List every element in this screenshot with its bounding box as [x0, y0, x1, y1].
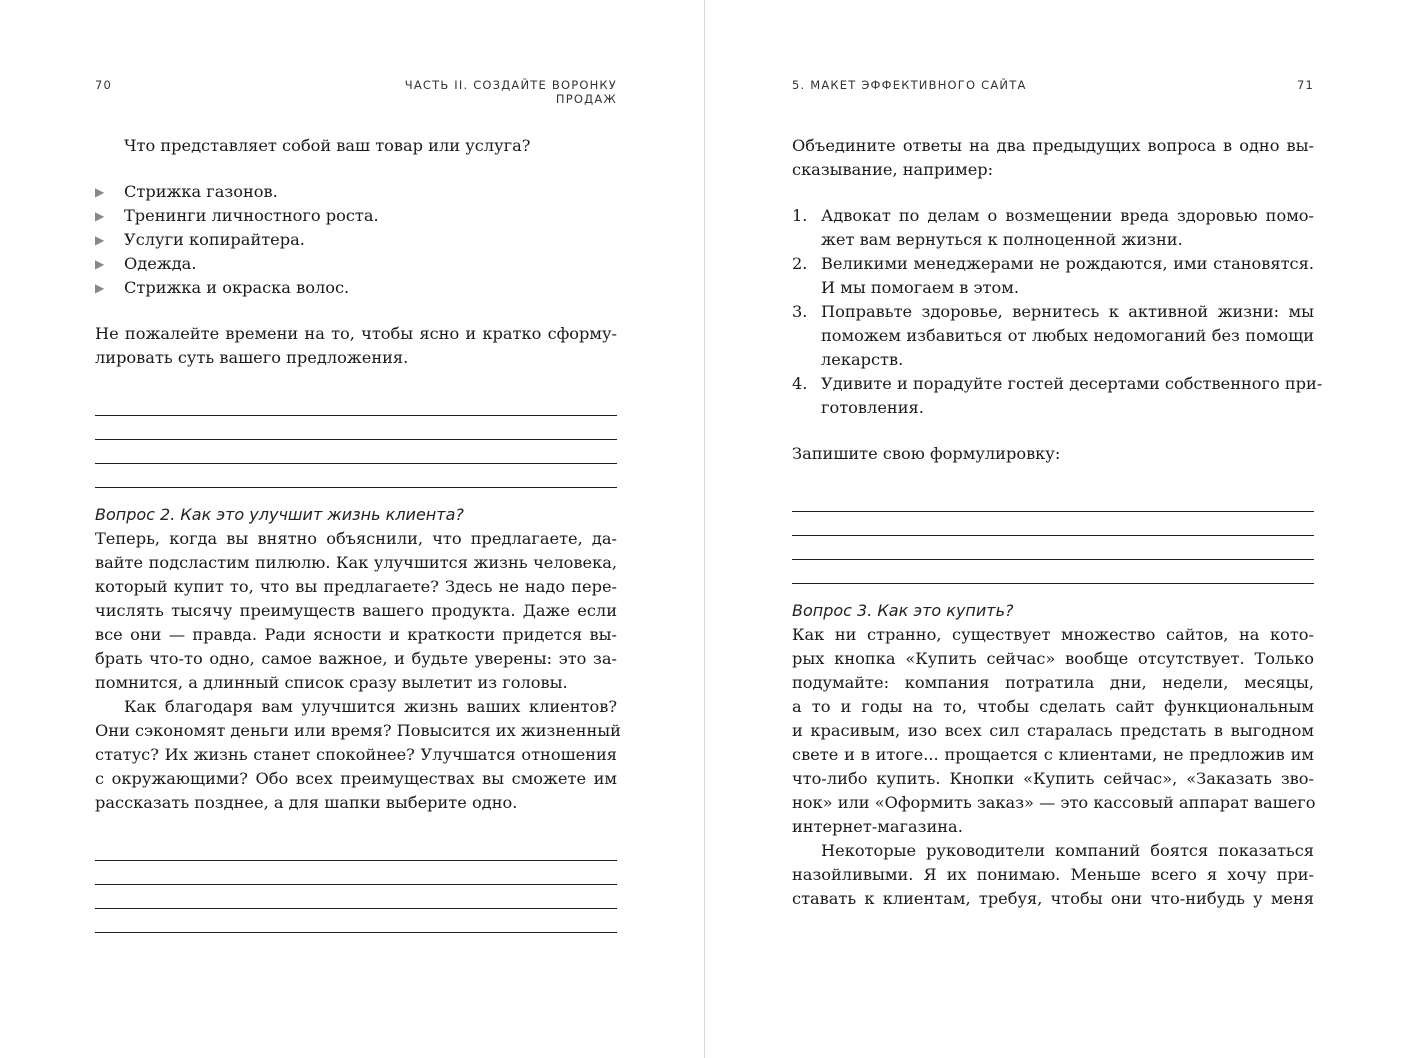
list-item: 3. Поправьте здоровье, вернитесь к активной жизни: мы поможем избавиться от любых недомоганий без помощи лекарств. [792, 302, 1314, 369]
paragraph-line: Объедините ответы на два предыдущих вопроса в одно вы- [792, 136, 1314, 155]
paragraph-line: назойливыми. Я их понимаю. Меньше всего я хочу при- [792, 865, 1314, 884]
paragraph-line: подумайте: компания потратила дни, недели, месяцы, [792, 673, 1314, 692]
list-item: ▶ Стрижка газонов. [95, 180, 617, 204]
paragraph-line: Не пожалейте времени на то, чтобы ясно и кратко сформу- [95, 324, 617, 343]
paragraph-line: брать что-то одно, самое важное, и будьте уверены: это за- [95, 649, 617, 668]
paragraph-line: нок» или «Оформить заказ» — это кассовый аппарат вашего [792, 793, 1316, 812]
paragraph-line: и красивым, изо всех сил старалась предстать в выгодном [792, 721, 1314, 740]
bullet-arrow-icon: ▶ [95, 257, 105, 271]
paragraph-line: Некоторые руководители компаний боятся показаться [821, 841, 1314, 860]
page-number-left: 70 [95, 78, 113, 92]
paragraph-line: который купит то, что вы предлагаете? Здесь не надо пере- [95, 577, 617, 596]
paragraph-line: с окружающими? Обо всех преимуществах вы сможете им [95, 769, 617, 788]
paragraph-line: статус? Их жизнь станет спокойнее? Улучшатся отношения [95, 745, 617, 764]
paragraph-line: свете и в итоге... прощается с клиентами, не предложив им [792, 745, 1314, 764]
list-item: 4. Удивите и порадуйте гостей десертами собственного при- готовления. [792, 374, 1323, 417]
paragraph-line: рых кнопка «Купить сейчас» вообще отсутствует. Только [792, 649, 1314, 668]
section-heading: Вопрос 2. Как это улучшит жизнь клиента? [95, 505, 464, 524]
section-heading: Вопрос 3. Как это купить? [792, 601, 1014, 620]
paragraph-line: сказывание, например: [792, 160, 994, 179]
paragraph-line: ставать к клиентам, требуя, чтобы они что-нибудь у меня [792, 889, 1314, 908]
book-gutter [704, 0, 705, 1058]
paragraph-line: рассказать позднее, а для шапки выберите одно. [95, 793, 518, 812]
list-item: ▶ Тренинги личностного роста. [95, 204, 617, 228]
paragraph-line: помнится, а длинный список сразу вылетит из головы. [95, 673, 568, 692]
running-head-left: ЧАСТЬ II. СОЗДАЙТЕ ВОРОНКУ ПРОДАЖ [404, 78, 617, 106]
paragraph-line: числять тысячу преимуществ вашего продукта. Даже если [95, 601, 617, 620]
paragraph-line: а то и годы на то, чтобы сделать сайт функциональным [792, 697, 1314, 716]
list-item: ▶ Стрижка и окраска волос. [95, 276, 617, 300]
paragraph-line: Они сэкономят деньги или время? Повысится их жизненный [95, 721, 621, 740]
bullet-arrow-icon: ▶ [95, 281, 105, 295]
left-page [95, 134, 621, 933]
list-item: ▶ Услуги копирайтера. [95, 228, 617, 252]
running-head-right: 5. МАКЕТ ЭФФЕКТИВНОГО САЙТА [792, 78, 1027, 92]
right-page [792, 134, 1323, 911]
bullet-arrow-icon: ▶ [95, 209, 105, 223]
list-item: 1. Адвокат по делам о возмещении вреда здоровью помо- жет вам вернуться к полноценной жизни. [792, 206, 1314, 249]
bullet-arrow-icon: ▶ [95, 185, 105, 199]
paragraph-line: Как благодаря вам улучшится жизнь ваших клиентов? [124, 697, 617, 716]
page-number-right: 71 [1296, 78, 1314, 92]
paragraph-line: вайте подсластим пилюлю. Как улучшится жизнь человека, [95, 553, 617, 572]
write-in-lines[interactable] [95, 392, 617, 488]
paragraph-line: все они — правда. Ради ясности и краткости придется вы- [95, 625, 617, 644]
list-item: 2. Великими менеджерами не рождаются, ими становятся. И мы помогаем в этом. [792, 254, 1314, 297]
paragraph-line: интернет-магазина. [792, 817, 963, 836]
paragraph-line: Теперь, когда вы внятно объяснили, что предлагаете, да- [95, 529, 617, 548]
write-prompt: Запишите свою формулировку: [792, 444, 1061, 463]
bullet-arrow-icon: ▶ [95, 233, 105, 247]
question-text: Что представляет собой ваш товар или услуга? [124, 136, 531, 155]
paragraph-line: что-либо купить. Кнопки «Купить сейчас», «Заказать зво- [792, 769, 1314, 788]
write-in-lines[interactable] [792, 488, 1314, 584]
paragraph-line: лировать суть вашего предложения. [95, 348, 409, 367]
paragraph-line: Как ни странно, существует множество сайтов, на кото- [792, 625, 1314, 644]
write-in-lines[interactable] [95, 837, 617, 933]
list-item: ▶ Одежда. [95, 252, 617, 276]
